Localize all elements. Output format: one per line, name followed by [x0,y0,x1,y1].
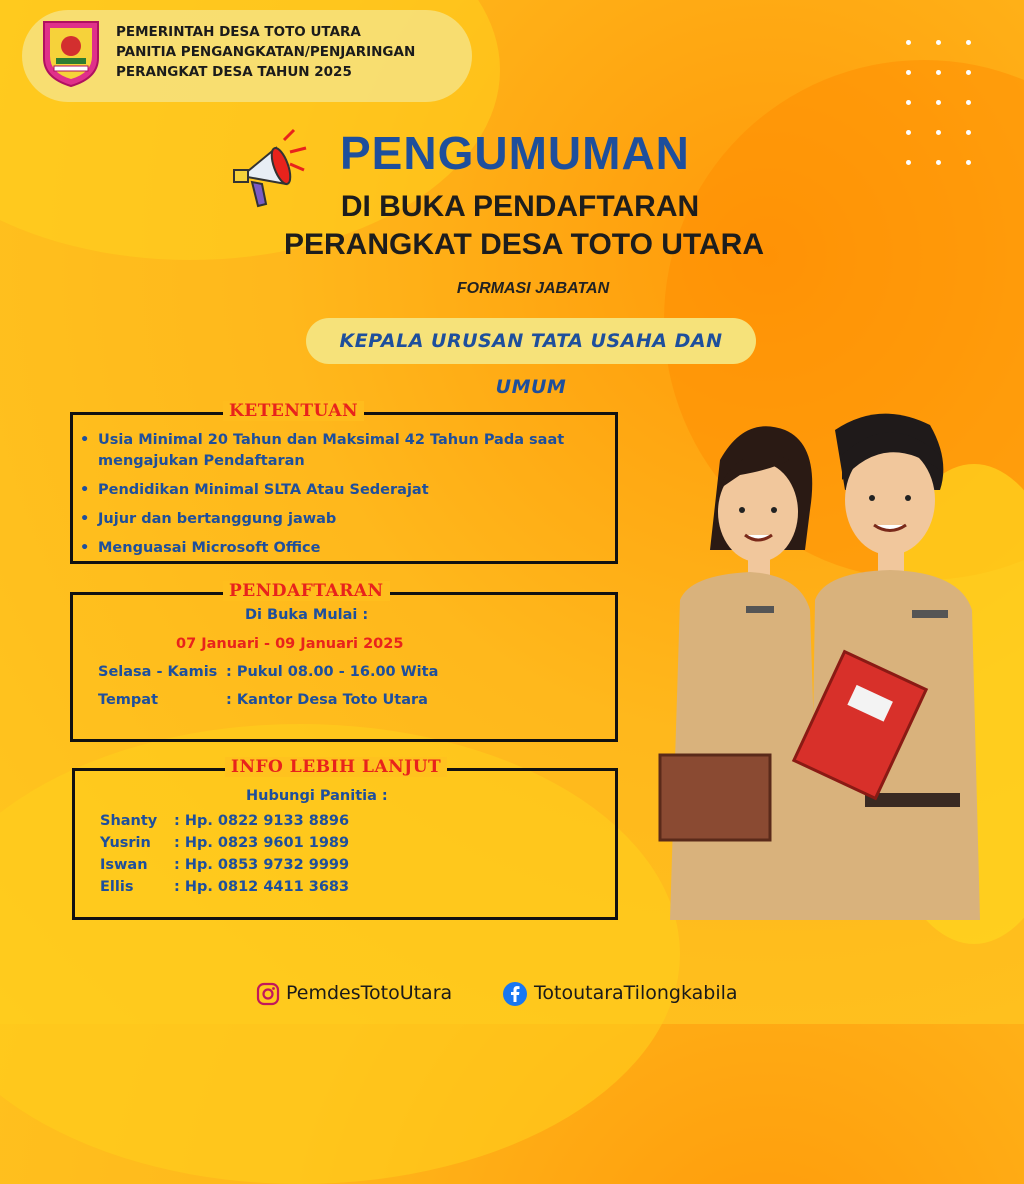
decorative-dots [906,40,996,190]
page-title: PENGUMUMAN [340,127,690,179]
contact-phone: : Hp. 0823 9601 1989 [174,835,350,851]
contact-name: Shanty [100,813,158,829]
subtitle-line-2: PERANGKAT DESA TOTO UTARA [283,228,764,261]
ketentuan-list [80,430,620,567]
instagram-handle[interactable]: PemdesTotoUtara [286,982,453,1004]
pendaftaran-title: PENDAFTARAN [223,581,390,601]
list-item: • Jujur dan bertanggung jawab [80,509,620,530]
facebook-icon [502,981,528,1007]
contact-name: Yusrin [100,835,151,851]
header-line-2: PANITIA PENGANGKATAN/PENJARINGAN [116,44,416,60]
subtitle-line-1: DI BUKA PENDAFTARAN [340,190,700,223]
header-text [116,22,415,82]
formasi-label: FORMASI JABATAN [456,280,610,297]
list-item: • Usia Minimal 20 Tahun dan Maksimal 42 Tahun Pada saat mengajukan Pendaftaran [80,430,620,472]
hubungi-label: Hubungi Panitia : [246,788,388,804]
info-title: INFO LEBIH LANJUT [225,757,447,777]
header-line-1: PEMERINTAH DESA TOTO UTARA [116,24,361,40]
tempat-value: : Kantor Desa Toto Utara [226,692,428,708]
jabatan-badge: KEPALA URUSAN TATA USAHA DAN UMUM [306,318,756,364]
dibuka-label: Di Buka Mulai : [245,607,369,623]
hari-value: : Pukul 08.00 - 16.00 Wita [226,664,439,680]
contact-name: Iswan [100,857,148,873]
civil-servants-illustration [650,400,1010,920]
contact-phone: : Hp. 0853 9732 9999 [174,857,350,873]
list-item: • Menguasai Microsoft Office [80,538,620,559]
tanggal-pendaftaran: 07 Januari - 09 Januari 2025 [176,636,404,652]
contact-phone: : Hp. 0822 9133 8896 [174,813,350,829]
header-line-3: PERANGKAT DESA TAHUN 2025 [116,64,352,80]
village-emblem-logo [40,18,102,88]
hari-label: Selasa - Kamis [98,664,218,680]
instagram-icon [256,982,280,1006]
contact-phone: : Hp. 0812 4411 3683 [174,879,350,895]
list-item: • Pendidikan Minimal SLTA Atau Sederajat [80,480,620,501]
ketentuan-title: KETENTUAN [223,401,364,421]
tempat-label: Tempat [98,692,159,708]
facebook-page[interactable]: TotoutaraTilongkabila [534,982,738,1004]
contact-name: Ellis [100,879,134,895]
